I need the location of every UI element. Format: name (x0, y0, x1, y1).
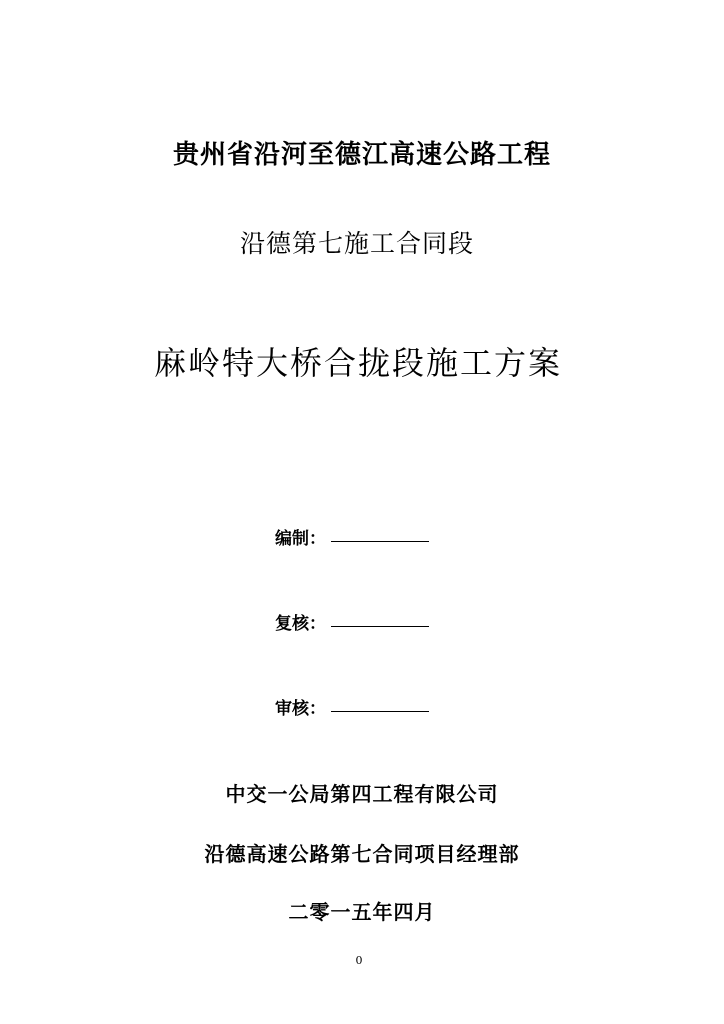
compile-label: 编制： (275, 529, 326, 549)
compile-signature-line (331, 540, 429, 542)
company-name: 中交一公局第四工程有限公司 (225, 782, 499, 806)
review-label: 复核： (275, 614, 326, 634)
plan-title: 麻岭特大桥合拢段施工方案 (153, 344, 562, 382)
audit-signature-line (331, 710, 429, 712)
project-title: 贵州省沿河至德江高速公路工程 (172, 140, 551, 170)
section-title: 沿德第七施工合同段 (239, 229, 474, 258)
department-name: 沿德高速公路第七合同项目经理部 (204, 842, 520, 866)
audit-label: 审核： (275, 699, 326, 719)
document-date: 二零一五年四月 (288, 900, 436, 924)
review-signature-line (331, 625, 429, 627)
page-number: 0 (355, 954, 363, 967)
